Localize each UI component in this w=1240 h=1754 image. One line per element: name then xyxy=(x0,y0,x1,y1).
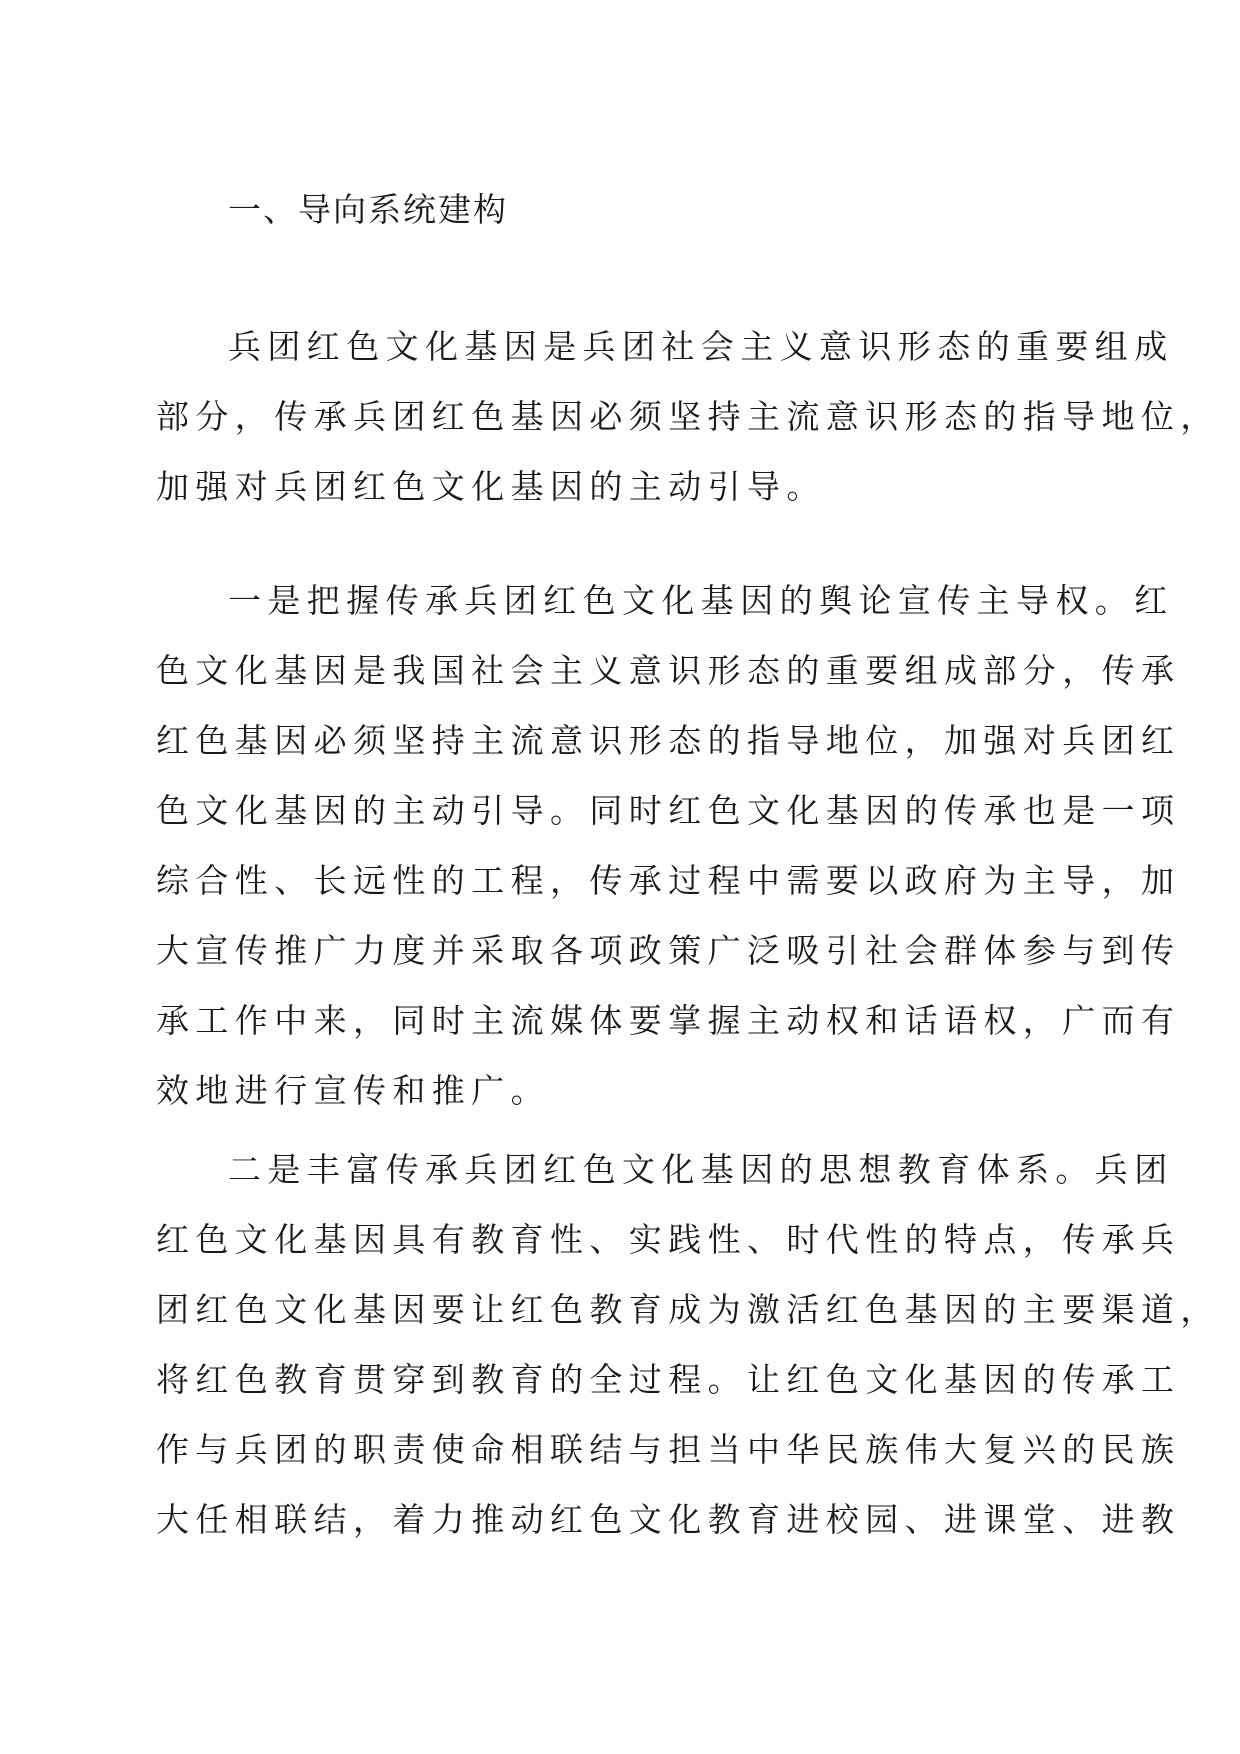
paragraph-line: 承工作中来，同时主流媒体要掌握主动权和话语权，广而有 xyxy=(156,1001,1181,1040)
paragraph-line: 一是把握传承兵团红色文化基因的舆论宣传主导权。红 xyxy=(228,581,1174,620)
paragraph-point-one xyxy=(156,566,1181,1126)
paragraph-line: 色文化基因是我国社会主义意识形态的重要组成部分，传承 xyxy=(156,651,1181,690)
paragraph-line: 红色文化基因具有教育性、实践性、时代性的特点，传承兵 xyxy=(156,1220,1181,1259)
paragraph-intro xyxy=(156,312,1220,522)
paragraph-line: 红色基因必须坚持主流意识形态的指导地位，加强对兵团红 xyxy=(156,721,1181,760)
paragraph-line: 色文化基因的主动引导。同时红色文化基因的传承也是一项 xyxy=(156,791,1181,830)
paragraph-line: 二是丰富传承兵团红色文化基因的思想教育体系。兵团 xyxy=(228,1150,1174,1189)
section-heading: 一、导向系统建构 xyxy=(228,190,508,229)
paragraph-line: 综合性、长远性的工程，传承过程中需要以政府为主导，加 xyxy=(156,861,1181,900)
paragraph-line: 团红色文化基因要让红色教育成为激活红色基因的主要渠道， xyxy=(156,1290,1220,1329)
paragraph-line: 效地进行宣传和推广。 xyxy=(156,1071,550,1110)
paragraph-line: 部分，传承兵团红色基因必须坚持主流意识形态的指导地位， xyxy=(156,397,1220,436)
paragraph-line: 将红色教育贯穿到教育的全过程。让红色文化基因的传承工 xyxy=(156,1360,1181,1399)
paragraph-line: 加强对兵团红色文化基因的主动引导。 xyxy=(156,467,826,506)
paragraph-point-two xyxy=(156,1135,1220,1555)
paragraph-line: 作与兵团的职责使命相联结与担当中华民族伟大复兴的民族 xyxy=(156,1430,1181,1469)
paragraph-line: 大宣传推广力度并采取各项政策广泛吸引社会群体参与到传 xyxy=(156,931,1181,970)
paragraph-line: 大任相联结，着力推动红色文化教育进校园、进课堂、进教 xyxy=(156,1500,1181,1539)
paragraph-line: 兵团红色文化基因是兵团社会主义意识形态的重要组成 xyxy=(228,327,1174,366)
